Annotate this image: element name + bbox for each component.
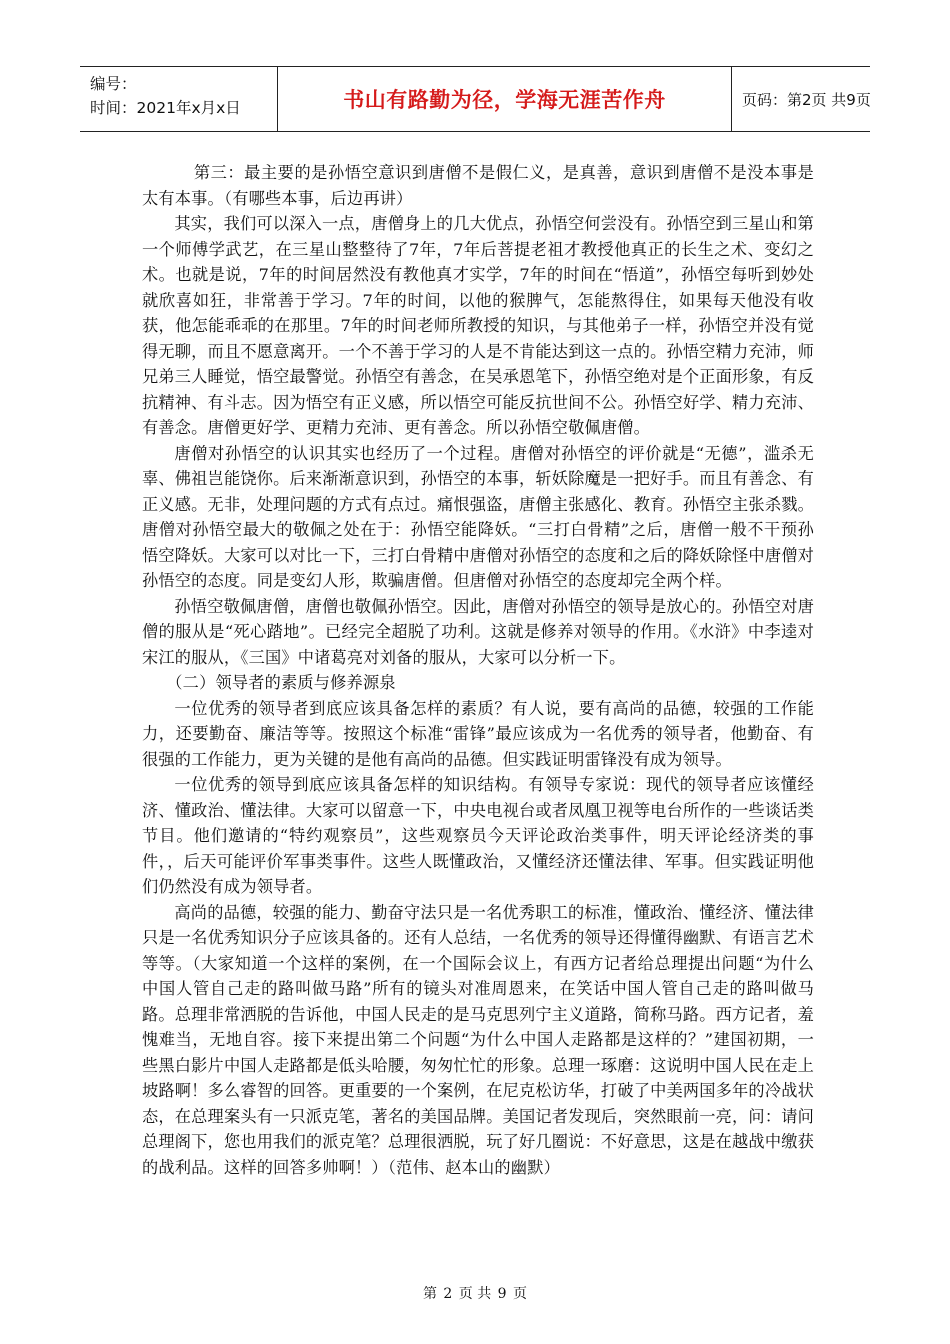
footer-page-number: 2 <box>443 1286 453 1302</box>
header-motto-cell <box>278 67 732 131</box>
footer-total-pages: 9 <box>497 1286 507 1302</box>
section-heading: （二）领导者的素质与修养源泉 <box>166 673 396 692</box>
header-page-number: 页码：第2页 共9页 <box>742 90 871 109</box>
page-footer <box>0 1283 950 1303</box>
page-header <box>80 66 870 132</box>
paragraph: 第三：最主要的是孙悟空意识到唐僧不是假仁义，是真善，意识到唐僧不是没本事是太有本事。（有哪些本事，后边再讲） <box>142 163 814 208</box>
document-number-label: 编号： <box>90 75 137 93</box>
footer-prefix: 第 <box>422 1286 437 1302</box>
document-date-label: 时间：2021年x月x日 <box>90 99 241 117</box>
header-motto: 书山有路勤为径，学海无涯苦作舟 <box>343 88 666 112</box>
footer-middle: 页 共 <box>458 1286 492 1302</box>
footer-suffix: 页 <box>513 1286 528 1302</box>
paragraph: 高尚的品德，较强的能力、勤奋守法只是一名优秀职工的标准，懂政治、懂经济、懂法律只是一名优秀知识分子应该具备的。还有人总结，一名优秀的领导还得懂得幽默、有语言艺术等等。（大家知道一个这样的案例，在一个国际会议上，有西方记者给总理提出问题“为什么中国人管自己走的路叫做马路”所有的镜头对准周恩来，在笑话中国人管自己走的路叫做马路。总理非常洒脱的告诉他，中国人民走的是马克思列宁主义道路，简称马路。西方记者，羞愧难当，无地自容。接下来提出第二个问题“为什么中国人走路都是这样的？”建国初期，一些黑白影片中国人走路都是低头哈腰，匆匆忙忙的形象。总理一琢磨：这说明中国人民在走上坡路啊！多么睿智的回答。更重要的一个案例，在尼克松访华，打破了中美两国多年的冷战状态，在总理案头有一只派克笔，著名的美国品牌。美国记者发现后，突然眼前一亮，问：请问总理阁下，您也用我们的派克笔？总理很洒脱，玩了好几圈说：不好意思，这是在越战中缴获的战利品。这样的回答多帅啊！）（范伟、赵本山的幽默） <box>142 902 814 1177</box>
header-info-cell <box>80 67 278 131</box>
header-page-cell <box>732 67 870 131</box>
paragraph: 孙悟空敬佩唐僧，唐僧也敬佩孙悟空。因此，唐僧对孙悟空的领导是放心的。孙悟空对唐僧的服从是“死心踏地”。已经完全超脱了功利。这就是修养对领导的作用。《水浒》中李逵对宋江的服从，《三国》中诸葛亮对刘备的服从，大家可以分析一下。 <box>142 596 814 667</box>
paragraph: 其实，我们可以深入一点，唐僧身上的几大优点，孙悟空何尝没有。孙悟空到三星山和第一个师傅学武艺，在三星山整整待了7年，7年后菩提老祖才教授他真正的长生之术、变幻之术。也就是说，7年的时间居然没有教他真才实学，7年的时间在“悟道”，孙悟空每听到妙处就欣喜如狂，非常善于学习。7年的时间，以他的猴脾气，怎能熬得住，如果每天他没有收获，他怎能乖乖的在那里。7年的时间老师所教授的知识，与其他弟子一样，孙悟空并没有觉得无聊，而且不愿意离开。一个不善于学习的人是不肯能达到这一点的。孙悟空精力充沛，师兄弟三人睡觉，悟空最警觉。孙悟空有善念，在吴承恩笔下，孙悟空绝对是个正面形象，有反抗精神、有斗志。因为悟空有正义感，所以悟空可能反抗世间不公。孙悟空好学、精力充沛、有善念。唐僧更好学、更精力充沛、更有善念。所以孙悟空敬佩唐僧。 <box>142 214 814 437</box>
body-text <box>142 160 814 1180</box>
paragraph: 一位优秀的领导到底应该具备怎样的知识结构。有领导专家说：现代的领导者应该懂经济、懂政治、懂法律。大家可以留意一下，中央电视台或者凤凰卫视等电台所作的一些谈话类节目。他们邀请的“特约观察员”，这些观察员今天评论政治类事件，明天评论经济类的事件，，后天可能评价军事类事件。这些人既懂政治，又懂经济还懂法律、军事。但实践证明他们仍然没有成为领导者。 <box>142 775 814 896</box>
paragraph: 一位优秀的领导者到底应该具备怎样的素质？有人说，要有高尚的品德，较强的工作能力，还要勤奋、廉洁等等。按照这个标准“雷锋”最应该成为一名优秀的领导者，他勤奋、有很强的工作能力，更为关键的是他有高尚的品德。但实践证明雷锋没有成为领导。 <box>142 698 814 769</box>
paragraph: 唐僧对孙悟空的认识其实也经历了一个过程。唐僧对孙悟空的评价就是“无德”，滥杀无辜、佛祖岂能饶你。后来渐渐意识到，孙悟空的本事，斩妖除魔是一把好手。而且有善念、有正义感。无非，处理问题的方式有点过。痛恨强盗，唐僧主张感化、教育。孙悟空主张杀戮。唐僧对孙悟空最大的敬佩之处在于：孙悟空能降妖。“三打白骨精”之后，唐僧一般不干预孙悟空降妖。大家可以对比一下，三打白骨精中唐僧对孙悟空的态度和之后的降妖除怪中唐僧对孙悟空的态度。同是变幻人形，欺骗唐僧。但唐僧对孙悟空的态度却完全两个样。 <box>142 443 814 590</box>
